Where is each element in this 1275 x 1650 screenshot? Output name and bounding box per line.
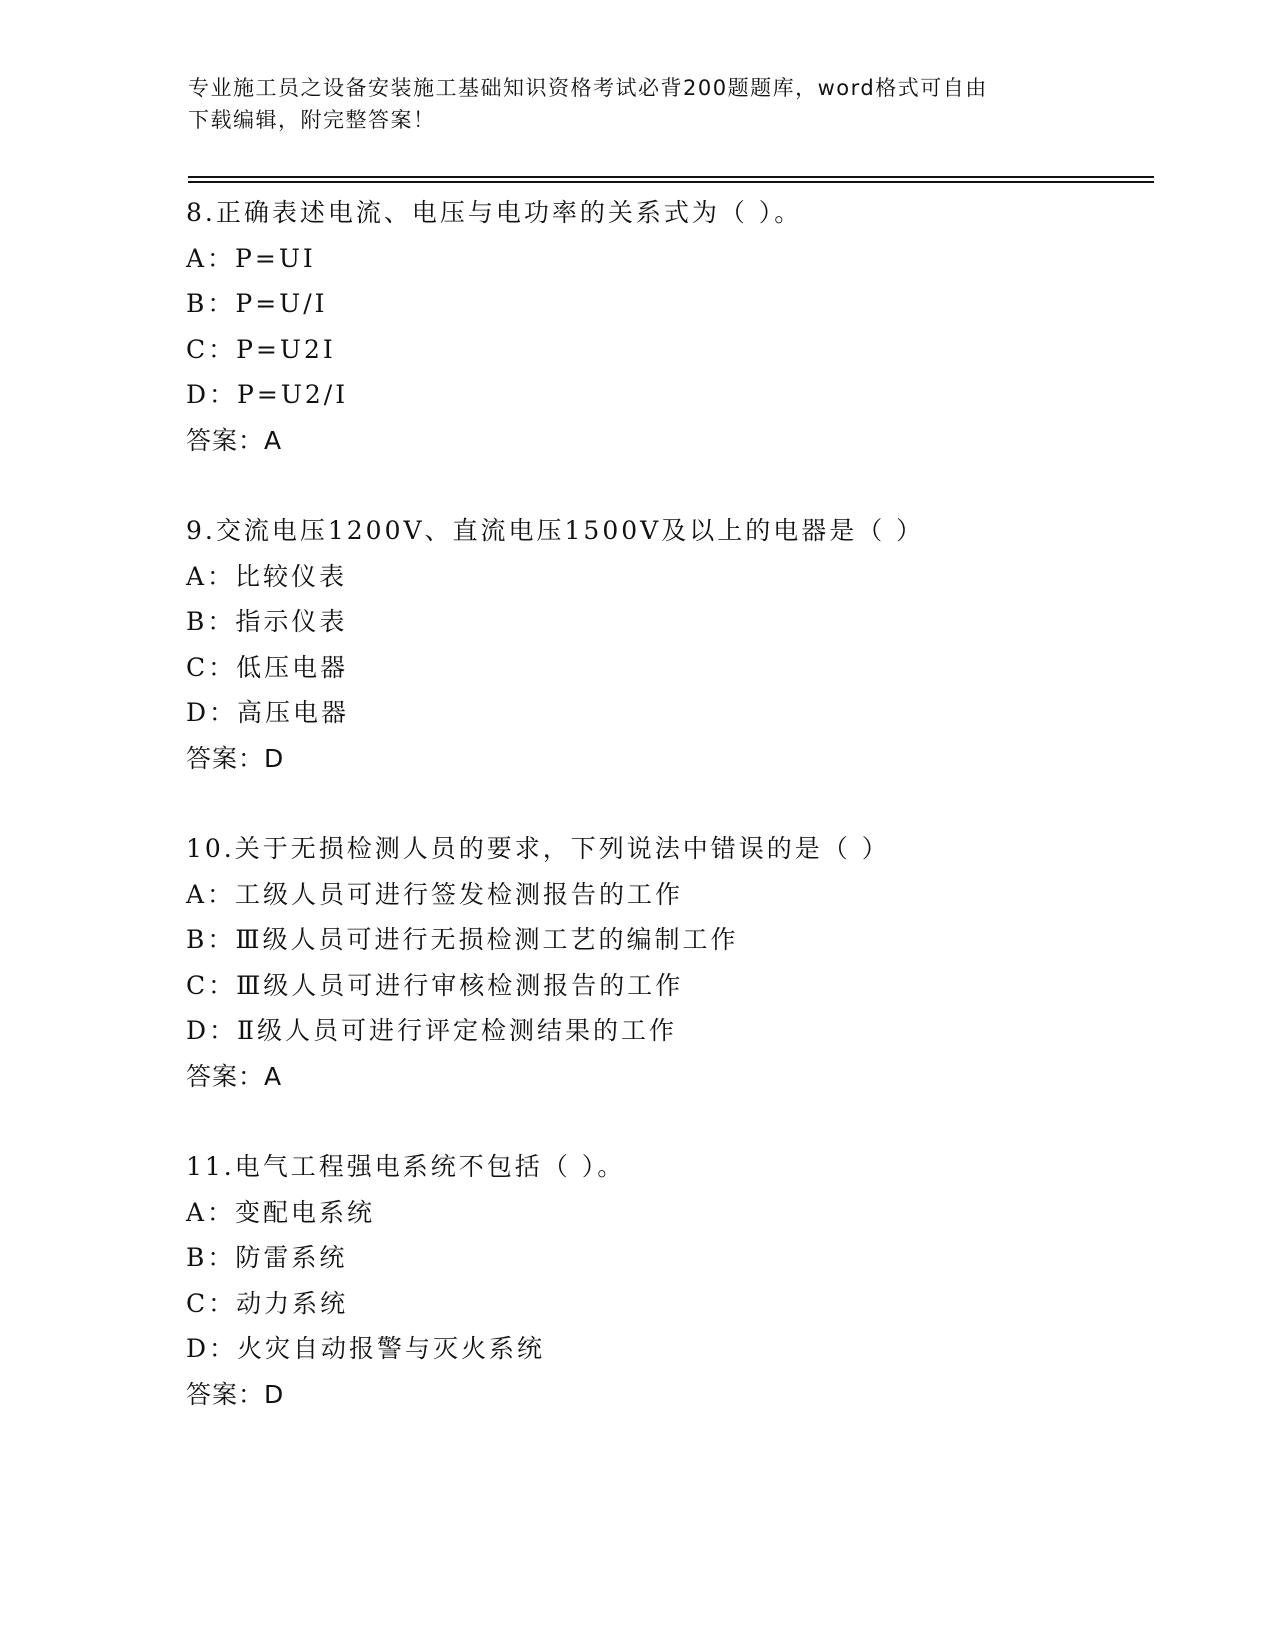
option-d: D：高压电器: [186, 698, 350, 727]
option-c: C：动力系统: [186, 1288, 349, 1318]
option-a: A：P=UI: [186, 243, 316, 273]
question-stem: 8.正确表述电流、电压与电功率的关系式为（ ）。: [186, 198, 803, 227]
option-c: C：Ⅲ级人员可进行审核检测报告的工作: [186, 970, 684, 1000]
answer-line: 答案：A: [186, 425, 283, 455]
answer-line: 答案：A: [186, 1061, 283, 1091]
option-a: A：比较仪表: [186, 561, 348, 591]
question-block: [186, 826, 1146, 1099]
option-a: A：变配电系统: [186, 1197, 376, 1227]
question-block: [186, 190, 1146, 463]
answer-line: 答案：D: [186, 1379, 285, 1409]
option-d: D：火灾自动报警与灭火系统: [186, 1334, 546, 1363]
question-stem: 11.电气工程强电系统不包括（ ）。: [186, 1152, 626, 1181]
option-d: D：Ⅱ级人员可进行评定检测结果的工作: [186, 1016, 678, 1045]
option-c: C：P=U2I: [186, 334, 336, 364]
header-line-1: 专业施工员之设备安装施工基础知识资格考试必背200题题库，word格式可自由: [188, 76, 988, 100]
option-a: A：工级人员可进行签发检测报告的工作: [186, 879, 684, 909]
question-block: [186, 1144, 1146, 1417]
option-b: B：防雷系统: [186, 1243, 348, 1272]
option-b: B：指示仪表: [186, 607, 348, 636]
question-stem: 9.交流电压1200V、直流电压1500V及以上的电器是（ ）: [186, 516, 925, 545]
header-divider-bottom: [188, 181, 1154, 183]
header-line-2: 下载编辑，附完整答案！: [188, 108, 436, 132]
option-b: B：P=U/I: [186, 289, 328, 318]
option-b: B：Ⅲ级人员可进行无损检测工艺的编制工作: [186, 925, 739, 954]
question-block: [186, 508, 1146, 781]
option-d: D：P=U2/I: [186, 380, 349, 409]
header-divider-top: [188, 176, 1154, 178]
answer-line: 答案：D: [186, 743, 285, 773]
document-header: [188, 72, 1068, 136]
question-stem: 10.关于无损检测人员的要求，下列说法中错误的是（ ）: [186, 834, 890, 863]
option-c: C：低压电器: [186, 652, 349, 682]
